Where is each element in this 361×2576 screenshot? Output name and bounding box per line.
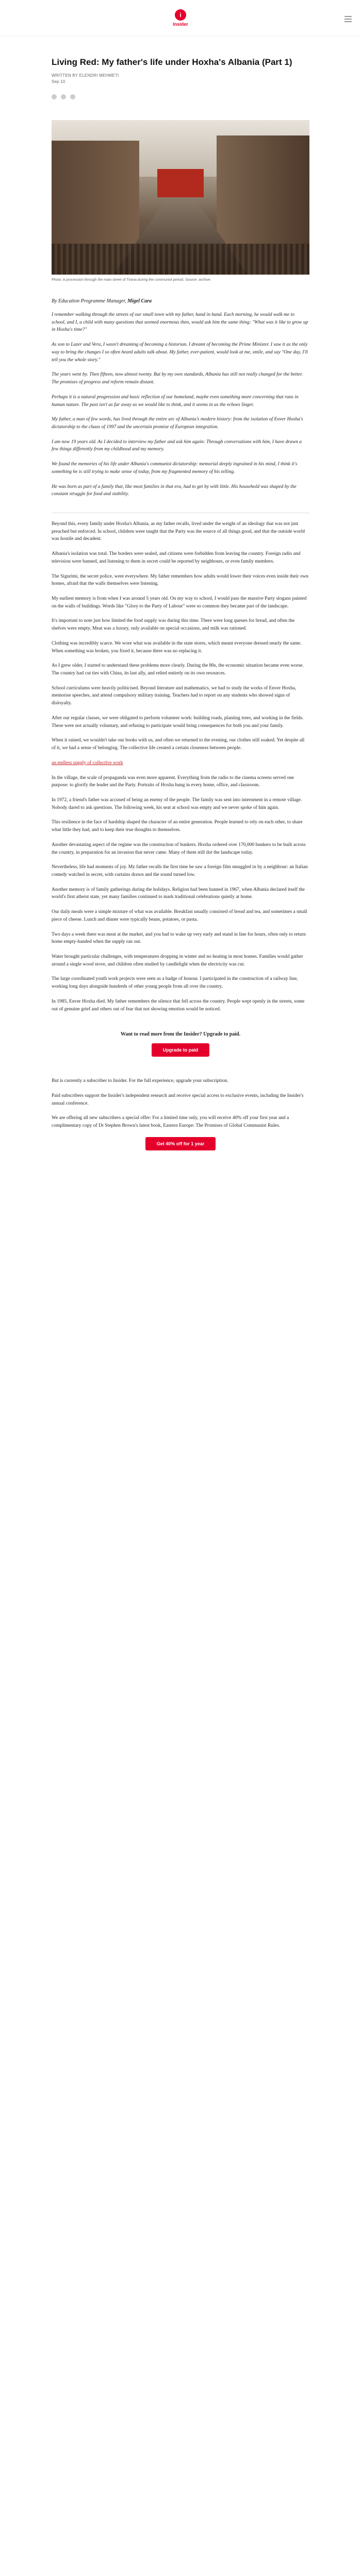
author-line xyxy=(52,298,309,304)
cta-text: Want to read more from the Insider? Upgrade to paid. xyxy=(120,1031,241,1038)
paragraph: In the village, the scale of propaganda was even more apparent. Everything from the radio to the cinema screens served one purpose: to glorify the leader and the Party. Portraits of Hoxha hung in every home, office, and classroom. xyxy=(52,775,294,788)
paragraph: Two days a week there was meat at the market, and you had to wake up very early and stand in line for hours, often only to return home empty-handed when the supply ran out. xyxy=(52,931,306,945)
menu-icon[interactable] xyxy=(344,14,352,24)
paragraph: My father, a man of few words, has lived through the entire arc of Albania's modern history: from the isolation of Enver Hoxha's dictatorship to the chaos of 1997 and the uncertain promise of European integration. xyxy=(52,417,303,430)
paragraph: Nevertheless, life had moments of joy. My father recalls the first time he saw a foreign film smuggled in by a neighbour: an Italian comedy watched in secret, with curtains drawn and the sound turned low. xyxy=(52,865,308,877)
paragraph: The Sigurimi, the secret police, were everywhere. My father remembers how adults would lower their voices even inside their own homes, afraid that the walls themselves were listening. xyxy=(52,573,309,587)
paragraph: As I grew older, I started to understand these problems more clearly. During the 80s, the economic situation became even worse. The country had cut ties with China, its last ally, and relied entirely on its own resources. xyxy=(52,663,304,676)
paragraph: When it rained, we wouldn't take our books with us, and often we returned to the evening, our clothes still soaked. Yet despite all of it, we had a sense of belonging. The collective life created a certain closeness between people. xyxy=(52,738,305,751)
byline-date: Sep 10 xyxy=(52,79,65,84)
hero-image xyxy=(52,120,309,275)
paragraph: Paid subscribers support the Insider's independent research and receive special access to exclusive events, including the Insider's annual conference. xyxy=(52,1093,304,1106)
offer-button[interactable]: Get 40% off for 1 year xyxy=(145,1137,216,1150)
paragraph: Another memory is of family gatherings during the holidays. Religion had been banned in 1967, when Albania declared itself the world's first atheist state, yet many families continued to mark traditional celebrations quietly at home. xyxy=(52,887,305,900)
byline xyxy=(52,73,309,85)
author-name: Migel Cara xyxy=(127,298,152,304)
like-icon[interactable] xyxy=(52,94,57,99)
comment-icon[interactable] xyxy=(61,94,66,99)
byline-author[interactable]: WRITTEN BY ELENDRI MEHMETI xyxy=(52,73,119,78)
article xyxy=(52,57,309,1150)
paragraph xyxy=(52,759,309,767)
paragraph: My earliest memory is from when I was around 5 years old. On my way to school, I would pass the massive Party slogans painted on the walls of buildings. Words like "Glory to the Party of Labour" were so common they became part of the landscape. xyxy=(52,596,307,609)
article-body xyxy=(52,520,309,1013)
paragraph: Perhaps it is a natural progression and basic reflection of our homeland, maybe even something more concerning that runs in human nature. The past isn't as far away as we would like to think, and it seems in us the echoes linger. xyxy=(52,394,299,408)
paragraph: We found the memories of his life under Albania's communist dictatorship: memorial deeply ingrained in his mind, I think it's something he is still trying to make sense of today, from my fragmented memory of his telling. xyxy=(52,462,298,474)
share-icons xyxy=(52,94,309,99)
paragraph: I am now 19 years old. As I decided to interview my father and ask him again: Through conversations with him, I have drawn a few things differently from my childhood and my memory. xyxy=(52,439,302,452)
paragraph: He was born as part of a family that, like most families in that era, had to get by with little. His household was shaped by the constant struggle for food and stability. xyxy=(52,484,297,497)
paragraph: Another devastating aspect of the regime was the construction of bunkers. Hoxha ordered over 170,000 bunkers to be built across the country, in preparation for an invasion that never came. Many of them still dot the landscape today. xyxy=(52,842,306,855)
paragraph: But is currently a subscriber to Insider. For the full experience, upgrade your subscription. xyxy=(52,1078,228,1084)
inline-link[interactable]: an endless supply of collective work xyxy=(52,760,123,766)
paragraph: The years went by. Then fifteen, now almost twenty. But by my own standards, Albania has still not really changed for the better. The promises of progress and reform remain distant. xyxy=(52,372,303,385)
upgrade-cta xyxy=(52,1031,309,1057)
article-title: Living Red: My father's life under Hoxha's Albania (Part 1) xyxy=(52,57,292,67)
paragraph: Our daily meals were a simple mixture of what was available. Breakfast usually consisted of bread and tea, and sometimes a small piece of cheese. Lunch and dinner were typically beans, potatoes, or pasta. xyxy=(52,909,307,922)
paragraph: In 1985, Enver Hoxha died. My father remembers the silence that fell across the country. People wept openly in the streets, some out of genuine grief and others out of fear that not showing emotion would be noticed. xyxy=(52,998,305,1012)
paragraph: In 1972, a friend's father was accused of being an enemy of the people. The family was sent into internment in a remote village. Nobody dared to ask questions. The following week, his seat at school was empty and we never spoke of him again. xyxy=(52,797,302,810)
paragraph: It's important to note just how limited the food supply was during this time. There were long queues for bread, and often the shelves were empty. Meat was a luxury, only available on special occasions, and milk was rationed. xyxy=(52,618,295,632)
outro-section xyxy=(52,1077,309,1130)
paragraph: Water brought particular challenges, with temperatures dropping in winter and no heating in most homes. Families would gather around a single wood stove, and children often studied by candlelight when the electricity was cut. xyxy=(52,954,303,967)
paragraph: Clothing was incredibly scarce. We wore what was available in the state stores, which meant everyone dressed nearly the same. When something was broken, you fixed it, because there was no replacing it. xyxy=(52,640,302,654)
upgrade-button[interactable]: Upgrade to paid xyxy=(152,1043,210,1057)
paragraph: The large coordinated youth work projects were seen as a badge of honour. I participated in the construction of a railway line, working long days alongside hundreds of other young people from all over the country. xyxy=(52,976,298,990)
logo-glyph: i xyxy=(179,11,182,19)
share-icon[interactable] xyxy=(70,94,75,99)
paragraph: Beyond this, every family under Hoxha's Albania, as my father recalls, lived under the weight of an ideology that was not just preached but enforced. In school, children were taught that the Party was the source of all things good, and that the outside world was hostile and decadent. xyxy=(52,521,305,542)
paragraph: School curriculums were heavily politicised. Beyond literature and mathematics, we had to study the works of Enver Hoxha, memorise speeches, and attend compulsory military training. Teachers had to report on any students who showed signs of disloyalty. xyxy=(52,685,297,706)
hero-caption: Photo: A procession through the main street of Tirana during the communist period. Source: archive. xyxy=(52,278,211,282)
paragraph: After our regular classes, we were obligated to perform volunteer work: building roads, planting trees, and working in the fields. These were not actually voluntary, and refusing to participate would bring consequences for both you and your family. xyxy=(52,715,304,728)
paragraph: As son to Lazer and Vera, I wasn't dreaming of becoming a historian. I dreamt of becoming the Prime Minister. I saw it as the only way to bring the changes I so often heard adults talk about. My father, ever-patient, would look at me, smile, and say "One day, I'll tell you the whole story." xyxy=(52,342,308,363)
paragraph: This resilience in the face of hardship shaped the character of an entire generation. People learned to rely on each other, to share what little they had, and to keep their true thoughts to themselves. xyxy=(52,820,303,833)
paragraph: I remember walking through the streets of our small town with my father, hand in hand. Each morning, he would walk me to school, and I, a child with many questions that seemed enormous then, would ask him the same thing: "What was it like to grow up in Hoxha's time?" xyxy=(52,312,308,333)
offer-wrap xyxy=(52,1137,309,1150)
paragraph: Albania's isolation was total. The borders were sealed, and citizens were forbidden from leaving the country. Foreign radio and television were banned, and listening to them in secret could be reported by neighbours, or even family members. xyxy=(52,551,301,564)
author-prefix: By Education Programme Manager, xyxy=(52,298,126,304)
logo-icon[interactable] xyxy=(175,9,186,21)
top-bar xyxy=(0,0,361,36)
intro-section xyxy=(52,311,309,498)
brand-name[interactable]: Insider xyxy=(173,21,188,27)
paragraph: We are offering all new subscribers a special offer: For a limited time only, you will receive 40% off your first year and a complimentary copy of Dr Stephen Brown's latest book, Eastern Europe: The Promises of Global Communist Rules. xyxy=(52,1115,289,1129)
